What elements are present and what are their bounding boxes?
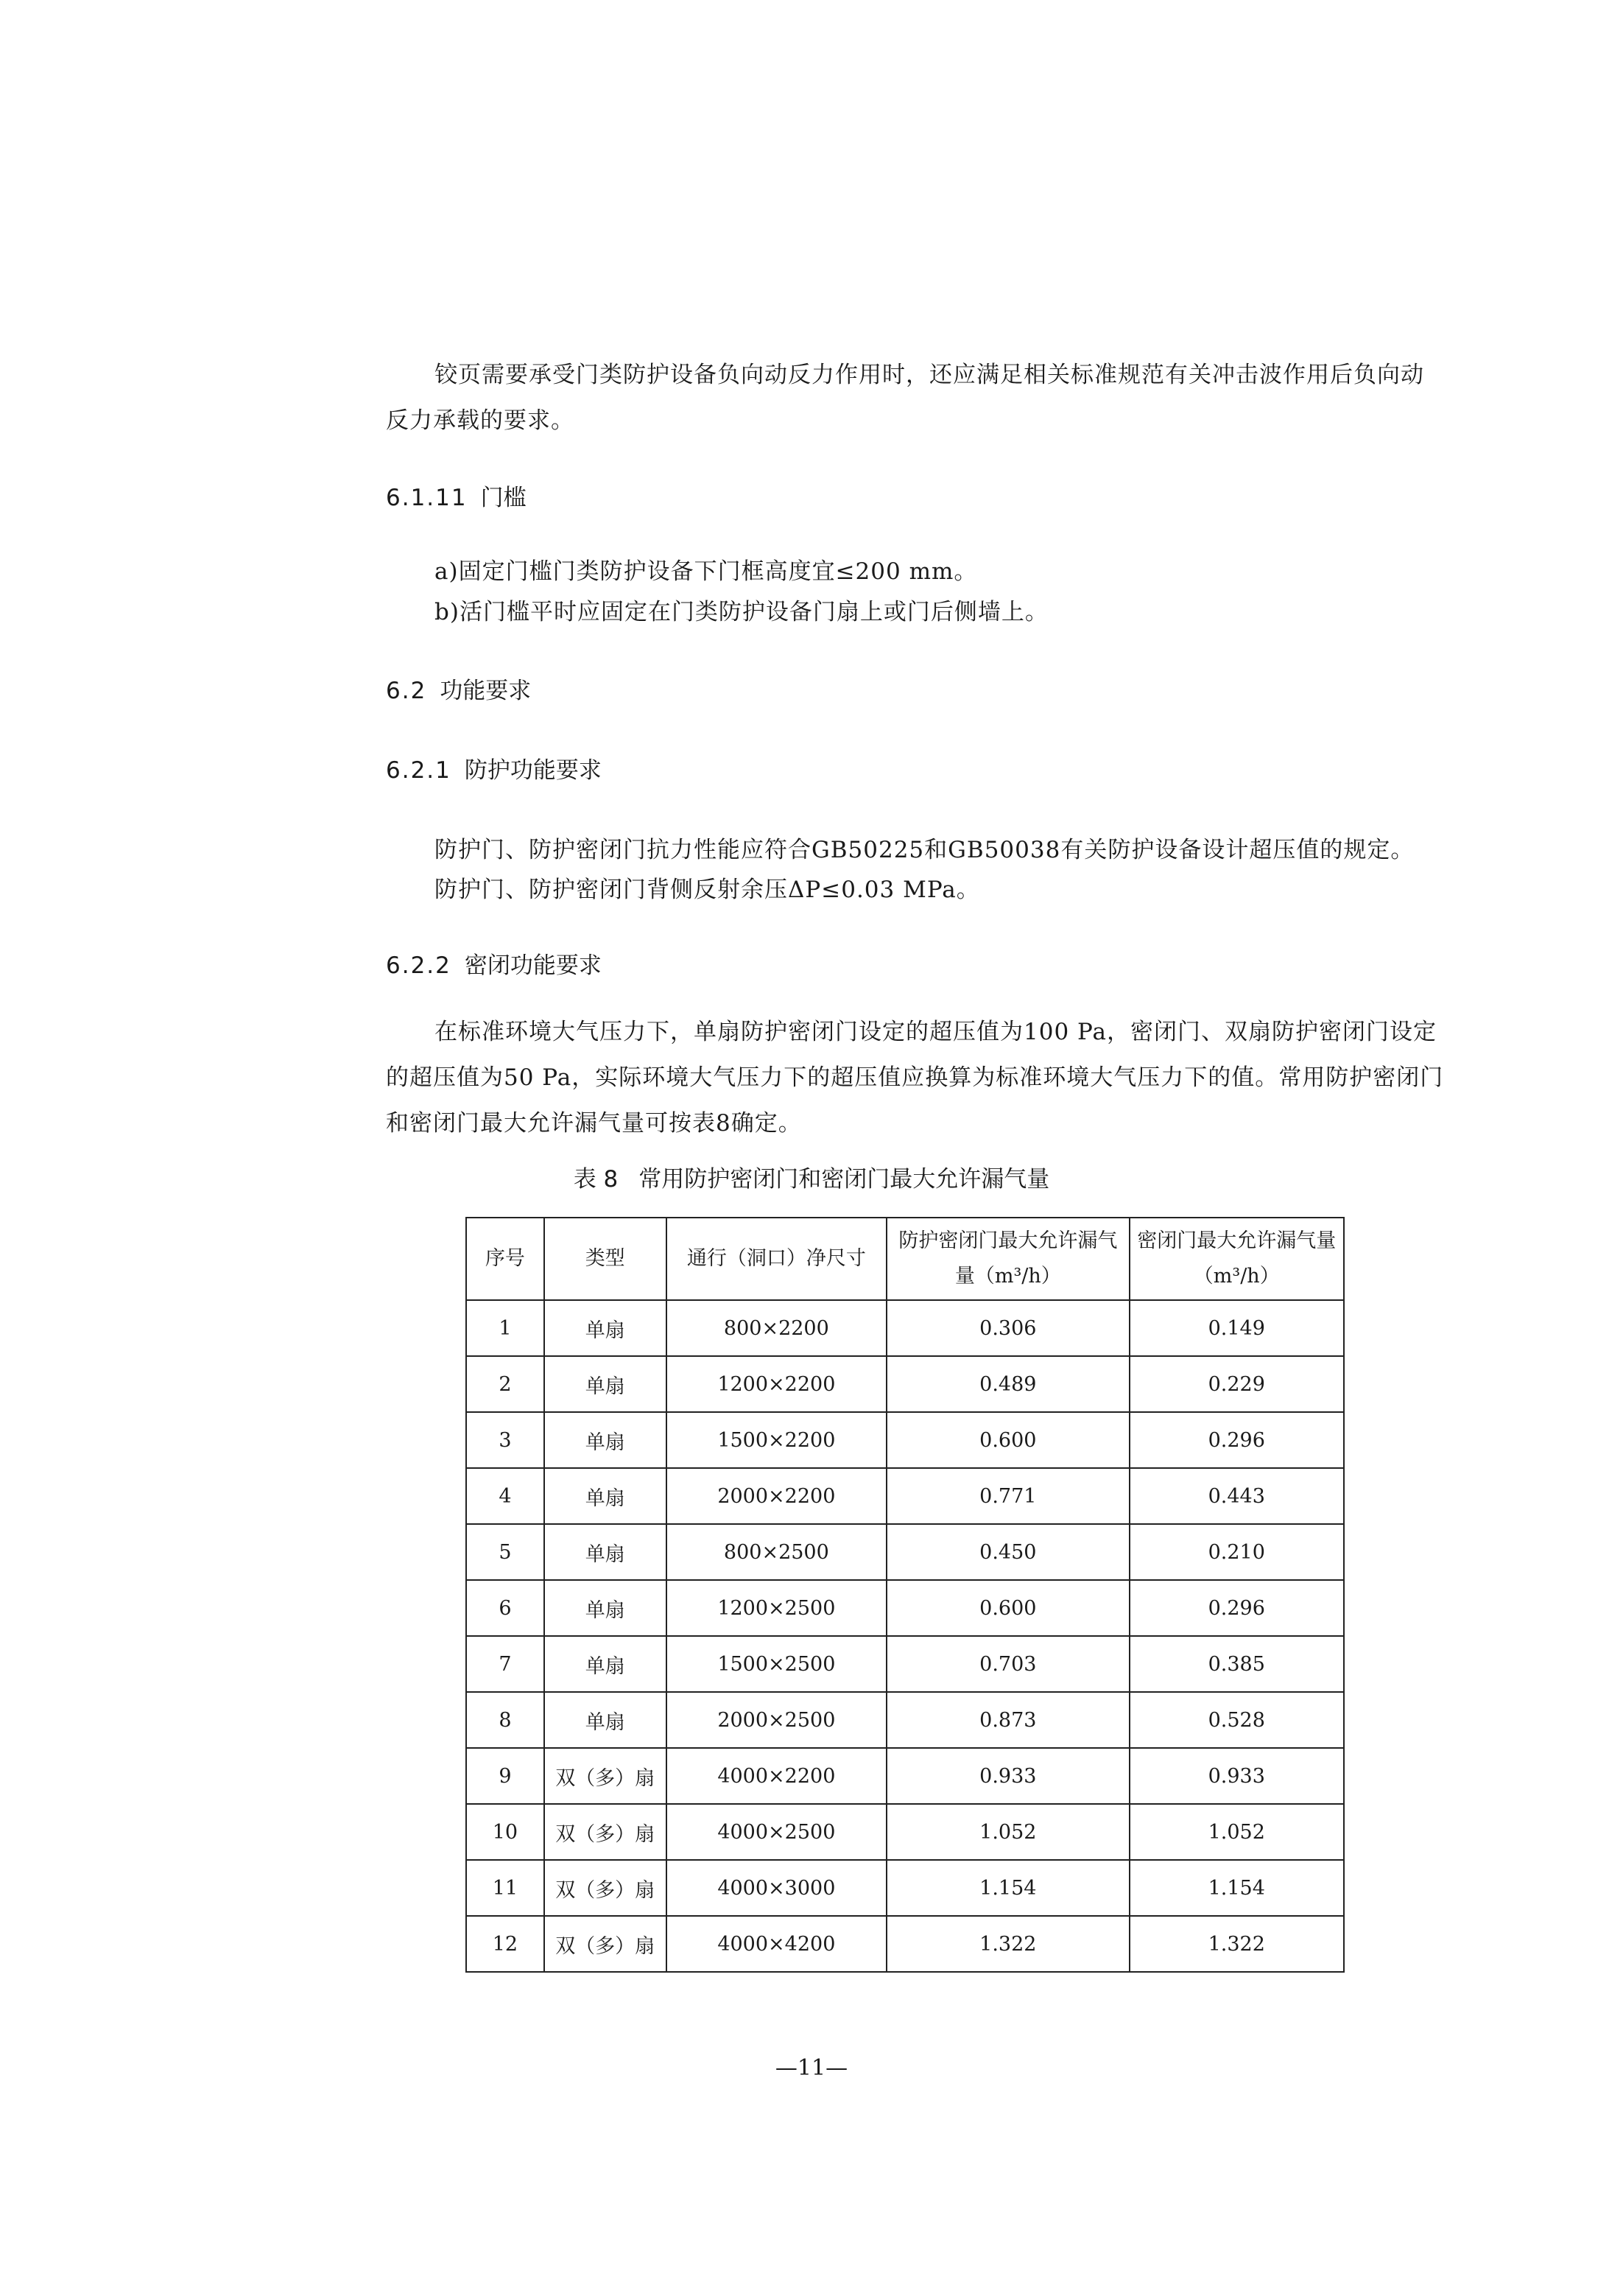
- cell-index: 3: [466, 1412, 544, 1468]
- table-row: [466, 1692, 1344, 1748]
- hinge-paragraph: 铰页需要承受门类防护设备负向动反力作用时，还应满足相关标准规范有关冲击波作用后负向动反力承载的要求。: [386, 362, 1424, 434]
- cell-airtight-leakage: 1.154: [1130, 1860, 1345, 1916]
- table-row: [466, 1356, 1344, 1412]
- col-header-type: 类型: [544, 1218, 666, 1300]
- table-row: [466, 1636, 1344, 1692]
- section-6-2-1-heading: [386, 751, 602, 784]
- cell-index: 1: [466, 1300, 544, 1356]
- cell-type: 双（多）扇: [544, 1804, 666, 1860]
- cell-size: 1500×2500: [666, 1636, 887, 1692]
- cell-airtight-leakage: 0.296: [1130, 1412, 1345, 1468]
- cell-index: 12: [466, 1916, 544, 1972]
- col-header-opening-size: 通行（洞口）净尺寸: [666, 1218, 887, 1300]
- cell-index: 8: [466, 1692, 544, 1748]
- cell-size: 4000×2200: [666, 1748, 887, 1804]
- cell-protective-leakage: 0.933: [887, 1748, 1129, 1804]
- table-row: [466, 1412, 1344, 1468]
- cell-type: 单扇: [544, 1692, 666, 1748]
- cell-type: 单扇: [544, 1412, 666, 1468]
- cell-index: 7: [466, 1636, 544, 1692]
- cell-size: 1500×2200: [666, 1412, 887, 1468]
- section-number: 6.1.11: [386, 485, 468, 511]
- cell-protective-leakage: 0.306: [887, 1300, 1129, 1356]
- cell-index: 6: [466, 1580, 544, 1636]
- cell-index: 5: [466, 1524, 544, 1580]
- table-title: 常用防护密闭门和密闭门最大允许漏气量: [638, 1166, 1050, 1193]
- section-number: 6.2.2: [386, 952, 451, 979]
- cell-type: 双（多）扇: [544, 1916, 666, 1972]
- table-row: [466, 1860, 1344, 1916]
- cell-index: 4: [466, 1468, 544, 1524]
- cell-size: 800×2200: [666, 1300, 887, 1356]
- cell-type: 单扇: [544, 1300, 666, 1356]
- table-caption: [0, 1160, 1623, 1193]
- cell-index: 10: [466, 1804, 544, 1860]
- cell-type: 单扇: [544, 1468, 666, 1524]
- section-title: 门槛: [480, 485, 527, 511]
- cell-airtight-leakage: 1.052: [1130, 1804, 1345, 1860]
- cell-protective-leakage: 0.489: [887, 1356, 1129, 1412]
- cell-airtight-leakage: 0.443: [1130, 1468, 1345, 1524]
- section-title: 功能要求: [440, 678, 532, 704]
- section-number: 6.2: [386, 678, 427, 704]
- cell-size: 1200×2500: [666, 1580, 887, 1636]
- cell-protective-leakage: 0.703: [887, 1636, 1129, 1692]
- cell-size: 4000×2500: [666, 1804, 887, 1860]
- cell-index: 9: [466, 1748, 544, 1804]
- cell-type: 双（多）扇: [544, 1860, 666, 1916]
- cell-protective-leakage: 0.600: [887, 1412, 1129, 1468]
- threshold-item-a: a)固定门槛门类防护设备下门框高度宜≤200 mm。: [434, 558, 978, 585]
- cell-airtight-leakage: 1.322: [1130, 1916, 1345, 1972]
- table-row: [466, 1748, 1344, 1804]
- leakage-table: [465, 1217, 1345, 1973]
- cell-size: 800×2500: [666, 1524, 887, 1580]
- section-title: 防护功能要求: [464, 757, 602, 784]
- cell-protective-leakage: 0.771: [887, 1468, 1129, 1524]
- cell-airtight-leakage: 0.528: [1130, 1692, 1345, 1748]
- section-6-1-11-heading: [386, 479, 527, 512]
- cell-protective-leakage: 0.873: [887, 1692, 1129, 1748]
- cell-size: 1200×2200: [666, 1356, 887, 1412]
- cell-protective-leakage: 0.600: [887, 1580, 1129, 1636]
- cell-type: 单扇: [544, 1356, 666, 1412]
- cell-airtight-leakage: 0.933: [1130, 1748, 1345, 1804]
- cell-size: 4000×3000: [666, 1860, 887, 1916]
- protection-requirement-line-2: 防护门、防护密闭门背侧反射余压ΔP≤0.03 MPa。: [434, 877, 980, 903]
- protection-requirement-line-1: 防护门、防护密闭门抗力性能应符合GB50225和GB50038有关防护设备设计超压值的规定。: [434, 837, 1415, 863]
- threshold-item-b: b)活门槛平时应固定在门类防护设备门扇上或门后侧墙上。: [434, 599, 1049, 625]
- table-row: [466, 1468, 1344, 1524]
- cell-airtight-leakage: 0.296: [1130, 1580, 1345, 1636]
- cell-protective-leakage: 1.154: [887, 1860, 1129, 1916]
- cell-type: 单扇: [544, 1524, 666, 1580]
- sealing-requirement-paragraph: 在标准环境大气压力下，单扇防护密闭门设定的超压值为100 Pa，密闭门、双扇防护密闭门设定的超压值为50 Pa，实际环境大气压力下的超压值应换算为标准环境大气压力下的值。常用防护密闭门和密闭门最大允许漏气量可按表8确定。: [386, 1019, 1444, 1137]
- cell-size: 2000×2200: [666, 1468, 887, 1524]
- col-header-protective-door-leakage: 防护密闭门最大允许漏气量（m³/h）: [887, 1218, 1129, 1300]
- table-label: 表 8: [573, 1166, 619, 1193]
- cell-type: 双（多）扇: [544, 1748, 666, 1804]
- cell-airtight-leakage: 0.229: [1130, 1356, 1345, 1412]
- cell-type: 单扇: [544, 1636, 666, 1692]
- cell-protective-leakage: 1.052: [887, 1804, 1129, 1860]
- cell-protective-leakage: 1.322: [887, 1916, 1129, 1972]
- section-title: 密闭功能要求: [464, 952, 602, 979]
- table-header-row: [466, 1218, 1344, 1300]
- section-number: 6.2.1: [386, 757, 451, 784]
- col-header-index: 序号: [466, 1218, 544, 1300]
- cell-size: 4000×4200: [666, 1916, 887, 1972]
- col-header-airtight-door-leakage: 密闭门最大允许漏气量（m³/h）: [1130, 1218, 1345, 1300]
- section-6-2-2-heading: [386, 947, 602, 980]
- cell-airtight-leakage: 0.210: [1130, 1524, 1345, 1580]
- cell-protective-leakage: 0.450: [887, 1524, 1129, 1580]
- cell-airtight-leakage: 0.149: [1130, 1300, 1345, 1356]
- cell-index: 2: [466, 1356, 544, 1412]
- table-row: [466, 1580, 1344, 1636]
- table-row: [466, 1804, 1344, 1860]
- cell-type: 单扇: [544, 1580, 666, 1636]
- page-number: —11—: [775, 2055, 848, 2081]
- section-6-2-heading: [386, 672, 531, 705]
- table-row: [466, 1300, 1344, 1356]
- cell-airtight-leakage: 0.385: [1130, 1636, 1345, 1692]
- table-row: [466, 1524, 1344, 1580]
- cell-size: 2000×2500: [666, 1692, 887, 1748]
- cell-index: 11: [466, 1860, 544, 1916]
- table-row: [466, 1916, 1344, 1972]
